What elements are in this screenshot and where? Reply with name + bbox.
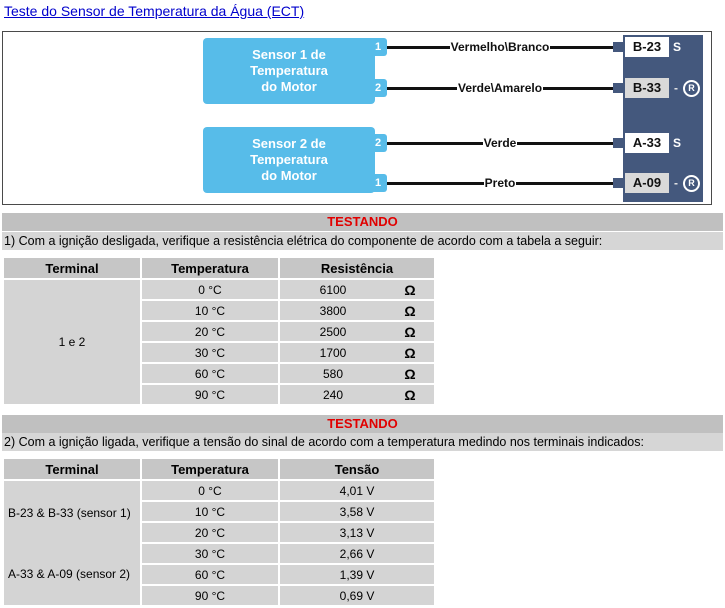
terminal-sensor2-label: A-33 & A-09 (sensor 2)	[8, 566, 131, 581]
sensor1-pin-2: 2	[369, 79, 387, 97]
col-header-temperatura: Temperatura	[141, 458, 279, 480]
voltage-cell: 0,69 V	[279, 585, 435, 606]
ohm-symbol: Ω	[404, 386, 416, 403]
page-title-link[interactable]: Teste do Sensor de Temperatura da Água (ECT)	[4, 3, 305, 19]
table-row	[3, 480, 435, 501]
resistance-cell	[279, 300, 435, 321]
sensor1-label-line2: Temperatura	[250, 63, 328, 78]
terminal-name: A-33	[625, 133, 669, 153]
resistance-value: 1700	[319, 345, 347, 360]
temp-cell: 60 °C	[141, 564, 279, 585]
col-header-terminal: Terminal	[3, 458, 141, 480]
wire-line	[387, 46, 450, 49]
resistance-value: 6100	[319, 282, 347, 297]
temp-cell: 10 °C	[141, 501, 279, 522]
sensor2-label-line2: Temperatura	[250, 152, 328, 167]
temp-cell: 20 °C	[141, 321, 279, 342]
col-header-resistencia: Resistência	[279, 257, 435, 279]
voltage-cell: 4,01 V	[279, 480, 435, 501]
dash-marker: -	[674, 176, 678, 190]
col-header-terminal: Terminal	[3, 257, 141, 279]
temp-cell: 30 °C	[141, 342, 279, 363]
r-circle-icon: R	[683, 175, 700, 192]
wire-line	[516, 182, 613, 185]
resistance-cell	[279, 321, 435, 342]
terminal-b23	[613, 37, 681, 57]
wire-color-label: Verde	[483, 136, 517, 150]
terminal-name: B-33	[625, 78, 669, 98]
terminal-tab	[613, 42, 625, 52]
temp-cell: 90 °C	[141, 585, 279, 606]
temp-cell: 60 °C	[141, 363, 279, 384]
section2-header: TESTANDO	[2, 415, 723, 433]
col-header-temperatura: Temperatura	[141, 257, 279, 279]
wire-2	[387, 80, 613, 96]
ohm-symbol: Ω	[404, 281, 416, 298]
terminal-name: B-23	[625, 37, 669, 57]
sensor1-box	[203, 38, 375, 104]
terminal-sensor1-label: B-23 & B-33 (sensor 1)	[8, 505, 131, 520]
wiring-diagram	[2, 31, 712, 205]
sensor2-box	[203, 127, 375, 193]
terminal-a09	[613, 173, 700, 193]
resistance-cell	[279, 384, 435, 405]
wire-color-label: Verde\Amarelo	[457, 81, 543, 95]
ohm-symbol: Ω	[404, 302, 416, 319]
resistance-cell	[279, 363, 435, 384]
terminal-name: A-09	[625, 173, 669, 193]
ohm-symbol: Ω	[404, 344, 416, 361]
terminal-a33	[613, 133, 681, 153]
sensor2-label-line3: do Motor	[261, 168, 317, 183]
sensor1-label-line3: do Motor	[261, 79, 317, 94]
wire-line	[387, 142, 483, 145]
resistance-value: 240	[322, 387, 344, 402]
wire-color-label: Vermelho\Branco	[450, 40, 550, 54]
sensor2-pin-2: 2	[369, 134, 387, 152]
wire-4	[387, 175, 613, 191]
terminal-cell: 1 e 2	[3, 279, 141, 405]
temp-cell: 0 °C	[141, 279, 279, 300]
section2-description: 2) Com a ignição ligada, verifique a tensão do sinal de acordo com a temperatura medindo nos terminais indicados:	[2, 433, 723, 451]
table-row	[3, 279, 435, 300]
resistance-table	[2, 256, 436, 406]
section1-description: 1) Com a ignição desligada, verifique a resistência elétrica do componente de acordo com a tabela a seguir:	[2, 232, 723, 250]
wire-color-label: Preto	[484, 176, 516, 190]
resistance-value: 2500	[319, 324, 347, 339]
col-header-tensao: Tensão	[279, 458, 435, 480]
wire-1	[387, 39, 613, 55]
voltage-cell: 1,39 V	[279, 564, 435, 585]
terminal-tab	[613, 178, 625, 188]
terminal-cell	[3, 480, 141, 606]
resistance-cell	[279, 279, 435, 300]
temp-cell: 90 °C	[141, 384, 279, 405]
voltage-cell: 3,13 V	[279, 522, 435, 543]
sensor1-label-line1: Sensor 1 de	[252, 47, 326, 62]
temp-cell: 20 °C	[141, 522, 279, 543]
resistance-cell	[279, 342, 435, 363]
dash-marker: -	[674, 81, 678, 95]
wire-line	[387, 87, 457, 90]
wire-line	[550, 46, 613, 49]
ohm-symbol: Ω	[404, 323, 416, 340]
voltage-table	[2, 457, 436, 607]
section1-header: TESTANDO	[2, 213, 723, 231]
resistance-value: 3800	[319, 303, 347, 318]
voltage-cell: 3,58 V	[279, 501, 435, 522]
temp-cell: 0 °C	[141, 480, 279, 501]
sensor2-label-line1: Sensor 2 de	[252, 136, 326, 151]
wire-3	[387, 135, 613, 151]
terminal-tab	[613, 138, 625, 148]
resistance-value: 580	[322, 366, 344, 381]
sensor2-pin-1: 1	[369, 174, 387, 192]
terminal-tab	[613, 83, 625, 93]
temp-cell: 10 °C	[141, 300, 279, 321]
ohm-symbol: Ω	[404, 365, 416, 382]
temp-cell: 30 °C	[141, 543, 279, 564]
wire-line	[517, 142, 613, 145]
sensor1-pin-1: 1	[369, 38, 387, 56]
terminal-b33	[613, 78, 700, 98]
signal-marker: S	[673, 40, 682, 54]
voltage-cell: 2,66 V	[279, 543, 435, 564]
wire-line	[543, 87, 613, 90]
signal-marker: S	[673, 136, 682, 150]
r-circle-icon: R	[683, 80, 700, 97]
wire-line	[387, 182, 484, 185]
